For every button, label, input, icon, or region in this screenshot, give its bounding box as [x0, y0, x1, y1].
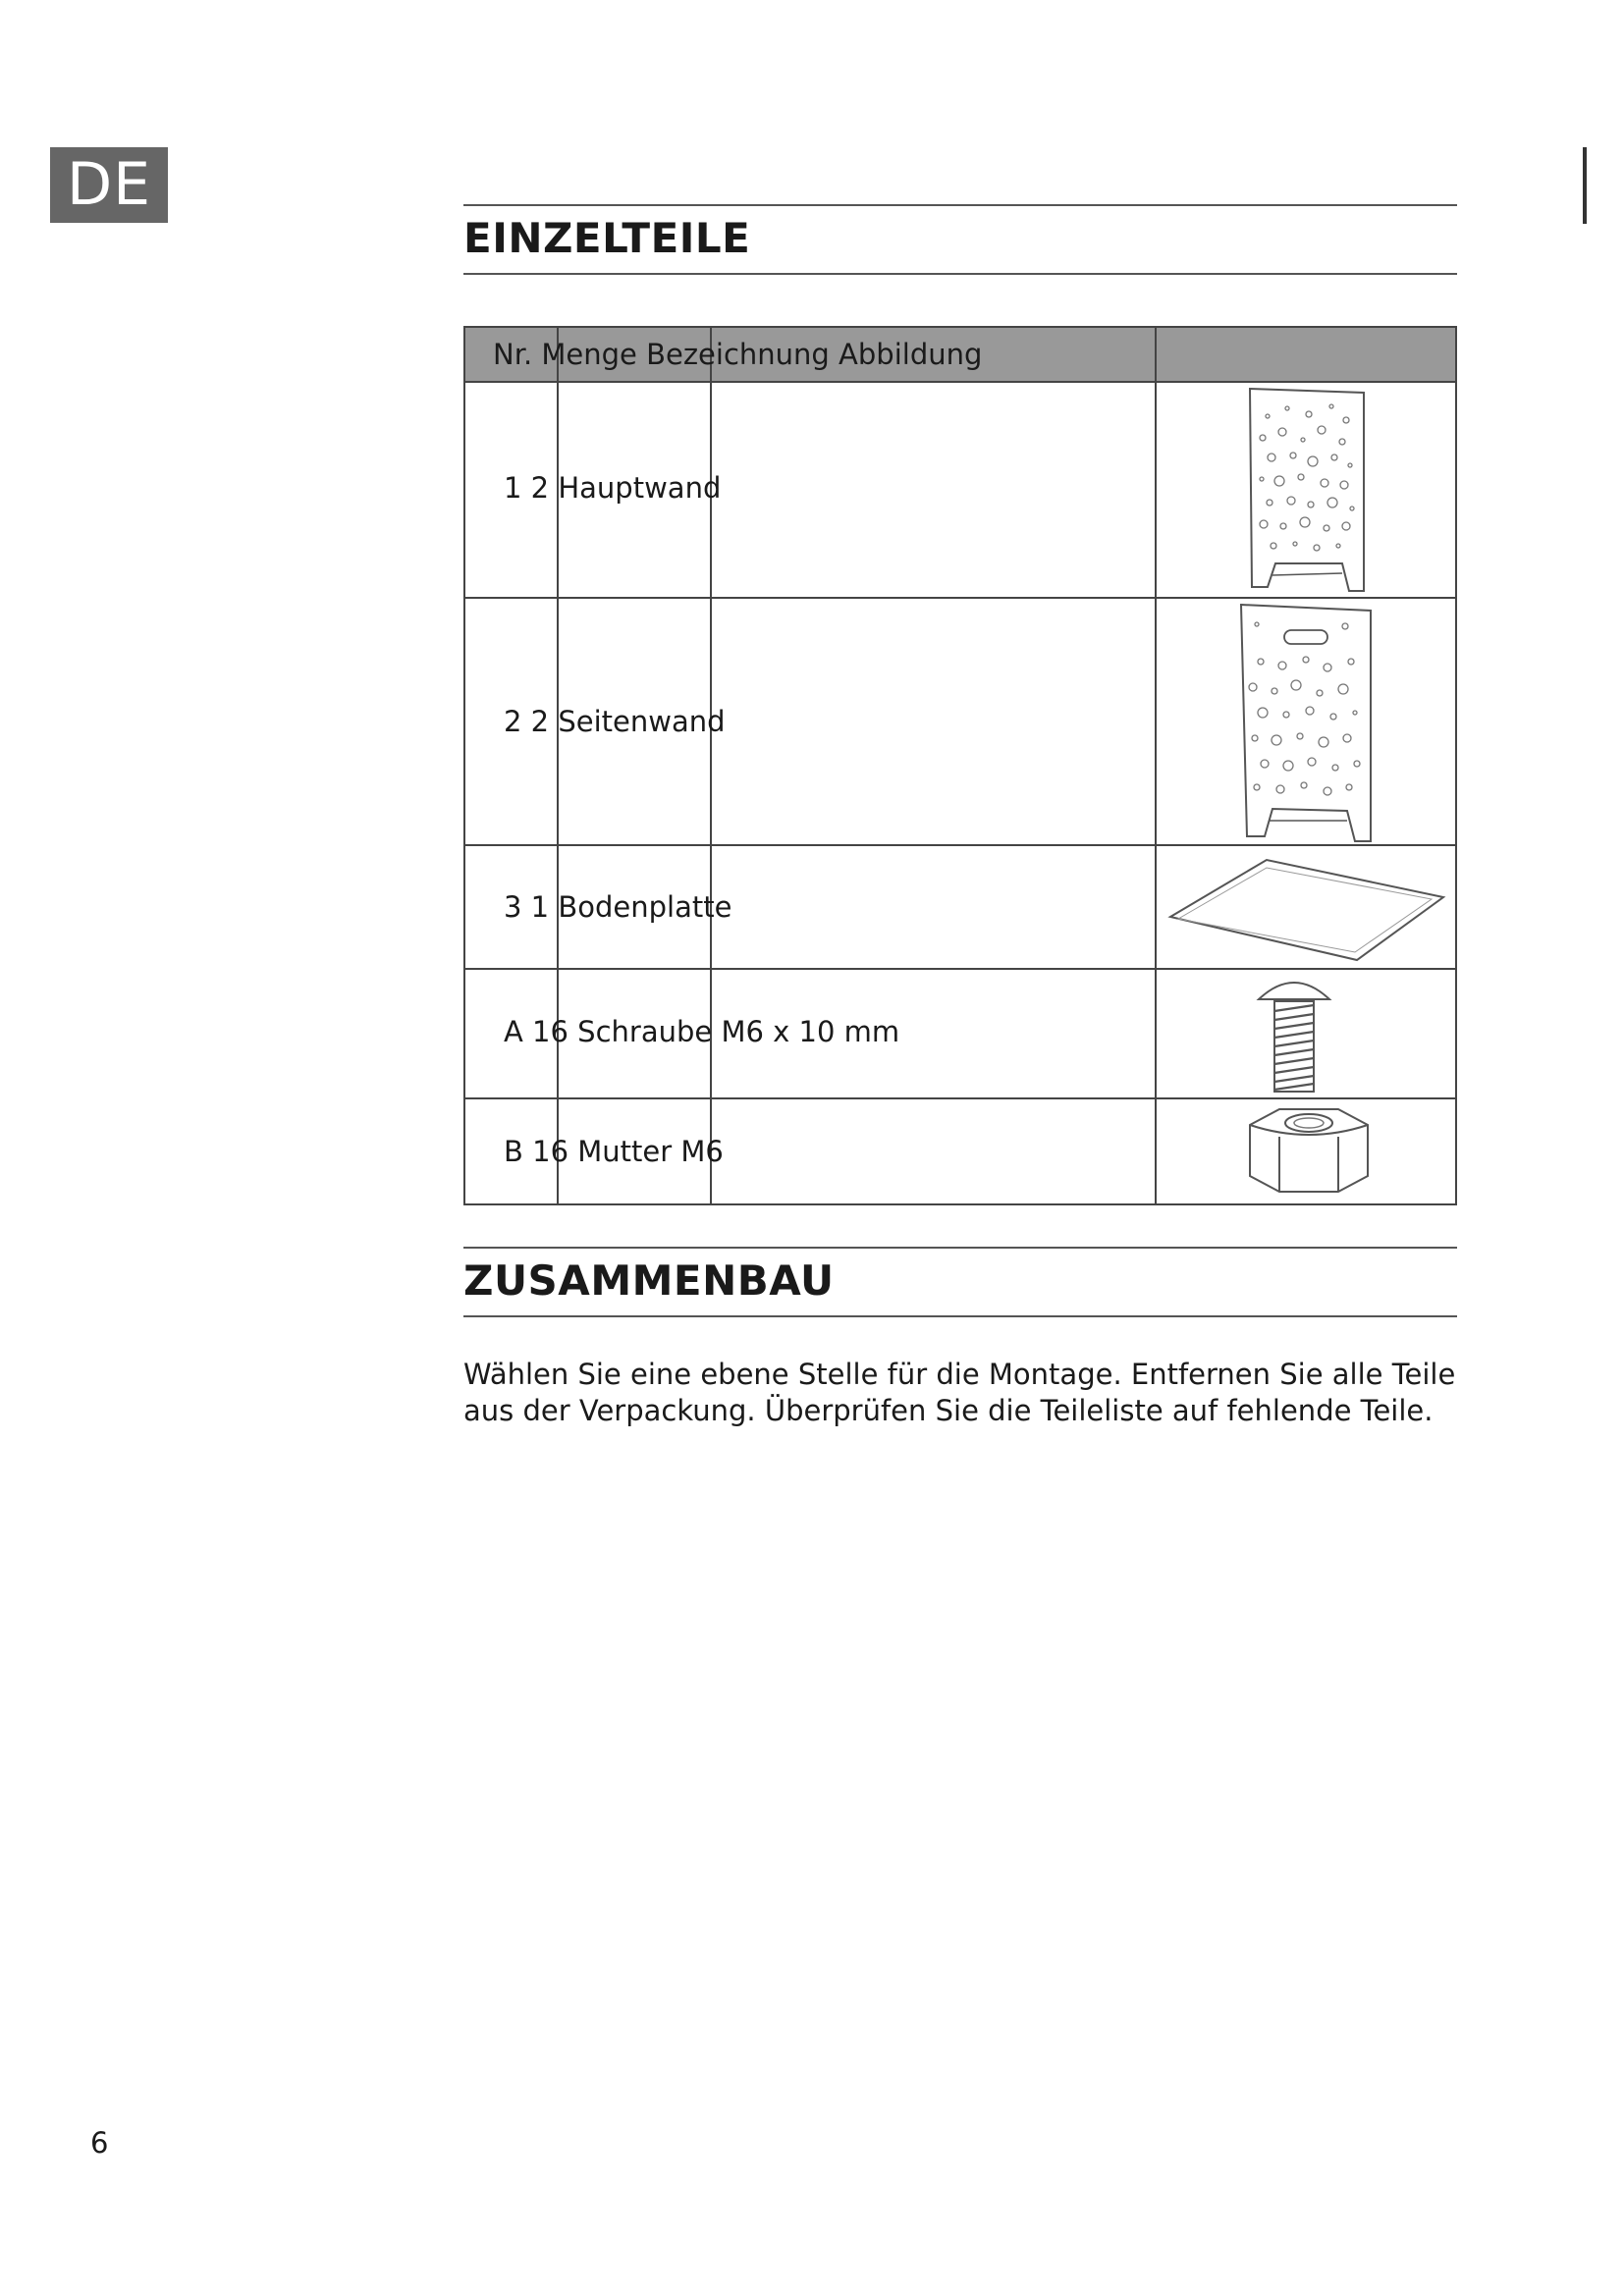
table-header-text: Nr. Menge Bezeichnung Abbildung — [493, 338, 983, 371]
row-divider — [465, 844, 1455, 846]
parts-table — [463, 326, 1457, 1205]
row-divider — [465, 1097, 1455, 1099]
section-rule-bottom — [463, 1315, 1457, 1317]
row-divider — [465, 597, 1455, 599]
section-rule-bottom — [463, 273, 1457, 275]
base-plate-icon — [1164, 856, 1449, 964]
page-edge-mark — [1583, 147, 1587, 224]
side-wall-icon — [1237, 603, 1375, 843]
section-rule-top — [463, 204, 1457, 206]
assembly-paragraph: Wählen Sie eine ebene Stelle für die Montage. Entfernen Sie alle Teile aus der Verpackung. Überprüfen Sie die Teileliste auf fehlende Teile. — [463, 1358, 1456, 1427]
table-row: 1 2 Hauptwand — [504, 471, 722, 505]
language-badge: DE — [50, 147, 168, 223]
table-row: B 16 Mutter M6 — [504, 1135, 724, 1168]
section-title-assembly: ZUSAMMENBAU — [463, 1256, 835, 1305]
page-number: 6 — [90, 2126, 109, 2160]
table-row: A 16 Schraube M6 x 10 mm — [504, 1015, 900, 1048]
col-divider — [710, 328, 712, 1203]
main-wall-icon — [1248, 387, 1366, 593]
screw-icon — [1255, 974, 1333, 1094]
col-divider — [1155, 328, 1157, 1203]
nut-icon — [1240, 1101, 1378, 1200]
table-row: 3 1 Bodenplatte — [504, 890, 732, 924]
row-divider — [465, 968, 1455, 970]
section-title-parts: EINZELTEILE — [463, 214, 751, 262]
col-divider — [557, 328, 559, 1203]
section-rule-top — [463, 1247, 1457, 1249]
table-row: 2 2 Seitenwand — [504, 705, 726, 738]
